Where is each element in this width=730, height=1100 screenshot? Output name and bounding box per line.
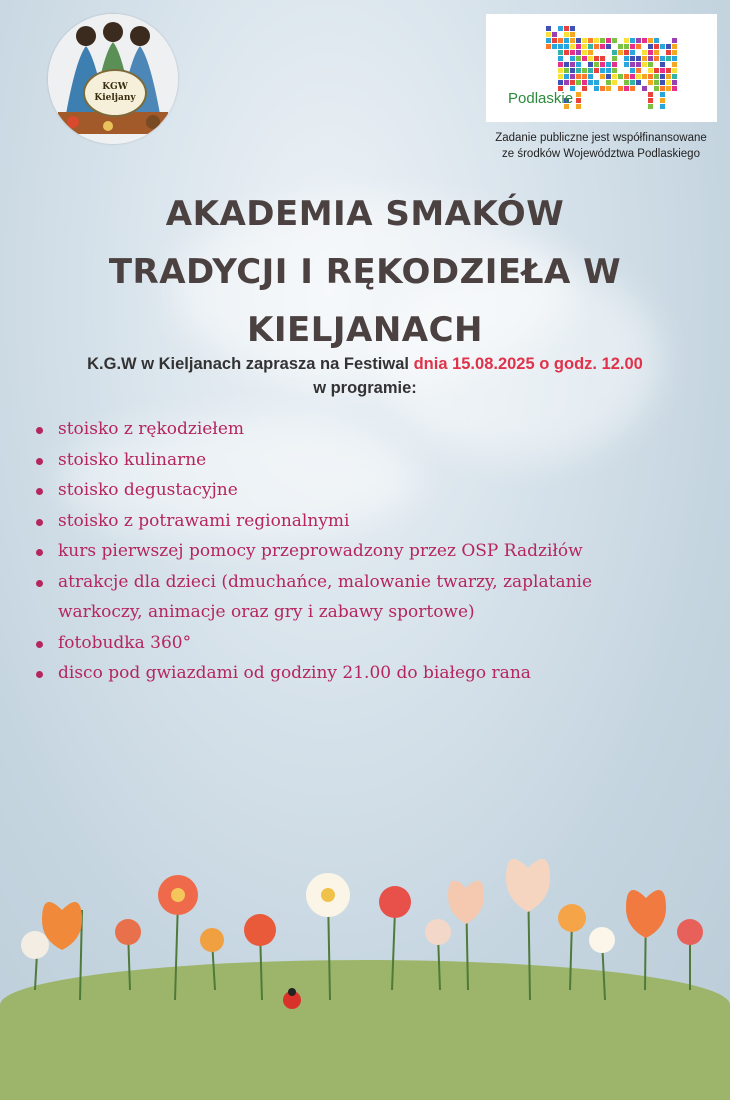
bullet-icon: [36, 427, 43, 434]
program-list: [36, 414, 716, 689]
program-item: disco pod gwiazdami od godziny 21.00 do białego rana: [58, 663, 531, 683]
list-item: [36, 658, 716, 689]
bullet-icon: [36, 519, 43, 526]
program-item: kurs pierwszej pomocy przeprowadzony przez OSP Radziłów: [58, 541, 583, 561]
program-item: stoisko kulinarne: [58, 449, 207, 470]
flowers-decoration-icon: [0, 840, 730, 1031]
bullet-icon: [36, 549, 43, 556]
funding-line-1: Zadanie publiczne jest współfinansowane: [495, 132, 707, 144]
kgw-badge-line2: Kieljany: [94, 93, 136, 103]
list-item: [36, 445, 716, 476]
kgw-badge: [83, 69, 147, 117]
list-item: [36, 506, 716, 537]
bullet-icon: [36, 671, 43, 678]
program-item: stoisko z potrawami regionalnymi: [58, 510, 350, 531]
kgw-logo: [48, 14, 178, 144]
list-item: [36, 628, 716, 659]
funding-note: [478, 130, 724, 162]
bullet-icon: [36, 641, 43, 648]
program-item-continued: warkoczy, animacje oraz gry i zabawy sportowe): [58, 602, 475, 622]
title-line-3: KIELJANACH: [246, 310, 484, 350]
bullet-icon: [36, 458, 43, 465]
program-item: fotobudka 360°: [58, 632, 192, 653]
program-item: stoisko degustacyjne: [58, 480, 238, 500]
funding-line-2: ze środków Województwa Podlaskiego: [502, 148, 700, 160]
page-title: [40, 185, 690, 359]
program-item: atrakcje dla dzieci (dmuchańce, malowanie twarzy, zaplatanie: [58, 571, 593, 592]
program-heading: w programie:: [313, 379, 417, 397]
list-item: [36, 536, 716, 567]
event-date: dnia 15.08.2025 o godz. 12.00: [413, 355, 643, 373]
title-line-2: TRADYCJI I RĘKODZIEŁA W: [108, 252, 622, 292]
invitation: [0, 352, 730, 400]
program-item: stoisko z rękodziełem: [58, 419, 245, 439]
list-item: [36, 567, 716, 628]
list-item: [36, 475, 716, 506]
podlaskie-logo-text: Podlaskie: [508, 90, 574, 107]
invitation-text: K.G.W w Kieljanach zaprasza na Festiwal: [87, 355, 409, 373]
list-item: [36, 414, 716, 445]
title-line-1: AKADEMIA SMAKÓW: [165, 194, 565, 234]
podlaskie-logo: [486, 14, 717, 122]
bullet-icon: [36, 488, 43, 495]
kgw-badge-line1: KGW: [102, 82, 128, 92]
bullet-icon: [36, 580, 43, 587]
